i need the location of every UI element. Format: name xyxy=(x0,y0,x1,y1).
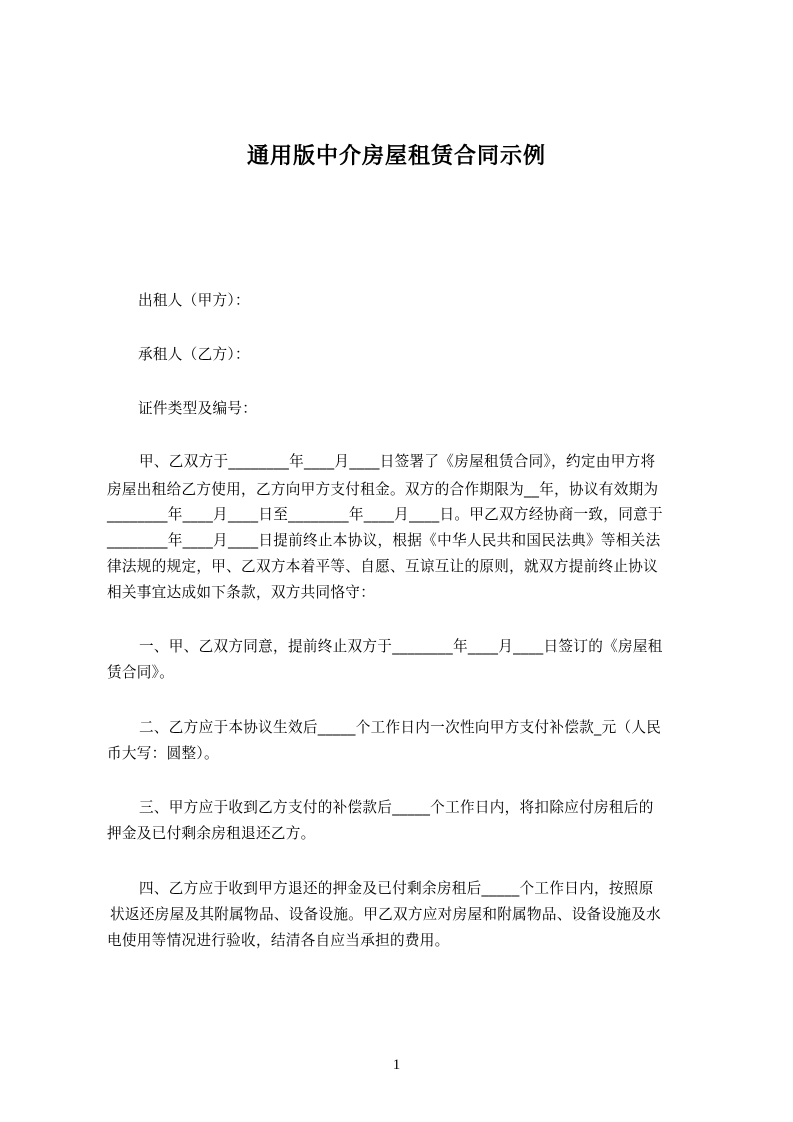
paragraph-line: 一、甲、乙双方同意，提前终止双方于________年____月____日签订的《房屋租 xyxy=(139,638,663,655)
paragraph-line: 赁合同》。 xyxy=(107,664,175,681)
paragraph-line: 电使用等情况进行验收，结清各自应当承担的费用。 xyxy=(107,932,450,949)
paragraph-line: 律法规的规定，甲、乙双方本着平等、自愿、互谅互让的原则，就双方提前终止协议 xyxy=(107,558,659,575)
paragraph-line: ________年____月____日提前终止本协议，根据《中华人民共和国民法典》等相关法 xyxy=(107,532,661,549)
lessor-field: 出租人（甲方）： xyxy=(138,292,250,309)
id-type-field: 证件类型及编号： xyxy=(138,400,258,417)
paragraph-line: ________年____月____日至________年____月____日。甲乙双方经协商一致，同意于 xyxy=(107,506,663,523)
lessee-field: 承租人（乙方）： xyxy=(138,346,250,363)
paragraph-line: 四、乙方应于收到甲方退还的押金及已付剩余房租后_____个工作日内，按照原 xyxy=(139,880,654,897)
paragraph-line: 房屋出租给乙方使用，乙方向甲方支付租金。双方的合作期限为__年，协议有效期为 xyxy=(107,481,659,498)
paragraph-line: 币大写：圆整）。 xyxy=(107,745,219,762)
document-title: 通用版中介房屋租赁合同示例 xyxy=(246,144,546,169)
paragraph-line: 三、甲方应于收到乙方支付的补偿款后_____个工作日内，将扣除应付房租后的 xyxy=(139,799,654,816)
paragraph-line: 押金及已付剩余房租退还乙方。 xyxy=(107,825,316,842)
paragraph-line: 相关事宜达成如下条款，双方共同恪守： xyxy=(107,584,376,601)
paragraph-line: 甲、乙双方于________年____月____日签署了《房屋租赁合同》，约定由甲方将 xyxy=(139,453,656,470)
paragraph-line: 状返还房屋及其附属物品、设备设施。甲乙双方应对房屋和附属物品、设备设施及水 xyxy=(110,906,662,923)
page-number: 1 xyxy=(392,1057,401,1073)
paragraph-line: 二、乙方应于本协议生效后_____个工作日内一次性向甲方支付补偿款_元（人民 xyxy=(139,719,662,736)
